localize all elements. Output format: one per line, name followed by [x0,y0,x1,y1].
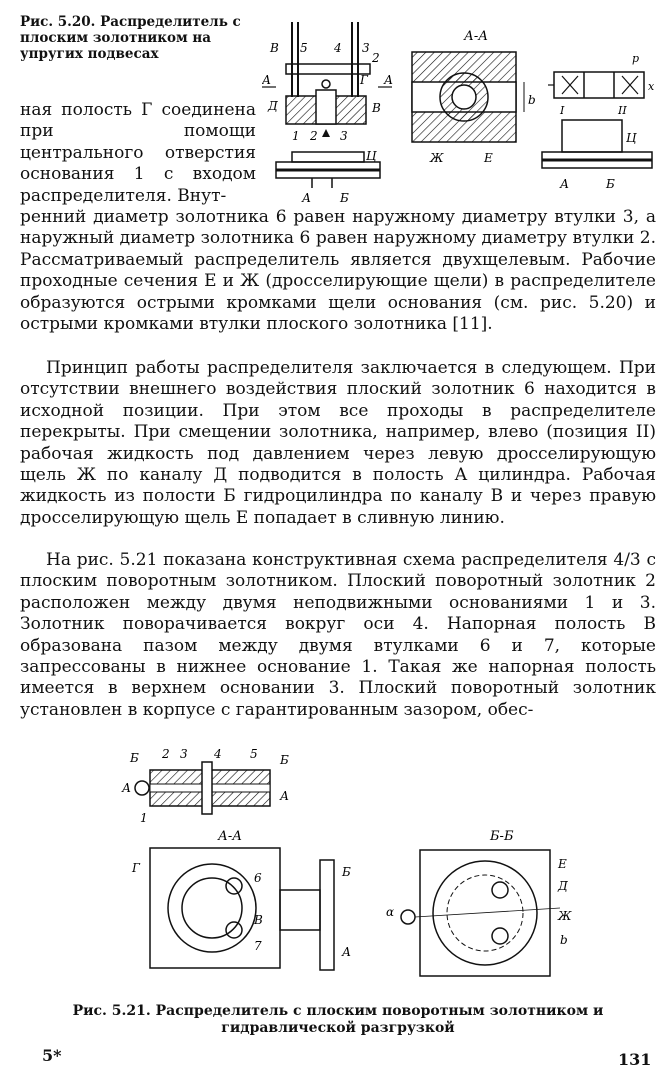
label: Ц [366,149,377,163]
label: А [302,191,312,205]
label: 2 [162,747,170,761]
label: 1 [140,811,148,825]
valve-symbol [542,52,655,191]
figure-5-21-drawing [90,740,650,995]
label: I [560,104,565,117]
label: 4 [214,747,222,761]
label: 3 [362,41,370,55]
caption-text: Распределитель с плоским золотником на упругих подвесах [20,14,241,62]
paragraph-2: Принцип работы распределителя заключается в следующем. При отсутствии внешнего воздействия плоский золотник 6 находится в исходной позиции. При этом все проходы в распределителе перекрыты. При смещении золотника, например, влево (позиция II) рабочая жидкость под давлением через левую дросселирующую щель Ж по каналу Д подводится в полость А цилиндра. Рабочая жидкость из полости Б гидроцилиндра по каналу В и через правую дросселирующую щель Е попадает в сливную линию. [20,358,656,528]
label: В [270,41,279,55]
label: Ж [430,151,444,165]
label: 2 [372,51,380,65]
paragraph-1-start: ная полость Г соединена при помощи центрального отверстия основания 1 с входом распределителя. Внут- [20,100,256,206]
label: А [262,73,272,87]
label: 3 [340,129,348,143]
label: А [280,789,290,803]
label: В [372,101,381,115]
label: Г [132,861,140,875]
caption-label: Рис. 5.20. [20,14,96,30]
label: В [254,913,263,927]
label: А-А [464,29,489,44]
label: 3 [180,747,188,761]
top-section-view [121,747,289,825]
label: b [528,93,536,107]
label: х [648,80,655,93]
label: 7 [254,939,262,953]
label: 1 [292,129,300,143]
label: Г [360,73,368,87]
label: А [384,73,394,87]
label: А [560,177,570,191]
figure-caption-5-20 [20,14,260,62]
label: Б [130,751,139,765]
label: А [122,781,132,795]
label: Б [340,191,349,205]
label: 4 [334,41,342,55]
figure-caption-5-21: Рис. 5.21. Распределитель с плоским поворотным золотником и гидравлической разгрузкой [72,1003,604,1036]
section-view [262,22,393,205]
label: 5 [300,41,308,55]
label: II [618,104,627,117]
section-a-a-view [131,829,351,970]
label: А [342,945,352,959]
label: Д [268,99,278,113]
label: Ж [558,909,572,923]
label: 6 [254,871,262,885]
page-number: 131 [618,1050,652,1069]
figure-5-20-drawing [262,12,662,207]
section-a-a-view [412,29,536,165]
paragraph-1-continued: ренний диаметр золотника 6 равен наружному диаметру втулки 3, а наружный диаметр золотника 6 равен наружному диаметру втулки 2. Рассматриваемый распределитель является двухщелевым. Рабочие проходные сечения Е и Ж (дросселирующие щели) в распределителе образуются острыми кромками щели основания (см. рис. 5.20) и острыми кромками втулки плоского золотника [11]. [20,207,656,335]
label: А-А [218,829,243,844]
label: b [560,933,568,947]
label: p [632,52,640,65]
label: Б [342,865,351,879]
label: 5 [250,747,258,761]
label: Е [558,857,567,871]
paragraph-3: На рис. 5.21 показана конструктивная схема распределителя 4/3 с плоским поворотным золотником. Плоский поворотный золотник 2 расположен между двумя неподвижными основаниями 1 и 3. Золотник поворачивается вокруг оси 4. Напорная полость В образована пазом между двумя втулками 6 и 7, которые запрессованы в нижнее основание 1. Такая же напорная полость имеется в верхнем основании 3. Плоский поворотный золотник установлен в корпусе с гарантированным зазором, обес- [20,550,656,720]
signature-mark: 5* [42,1046,62,1065]
label: Е [484,151,493,165]
label: Ц [626,131,637,145]
label: Д [558,879,568,893]
label: α [386,905,395,919]
section-b-b-view [386,829,572,976]
label: 2 [310,129,318,143]
label: Б [280,753,289,767]
label: Б [606,177,615,191]
label: Б-Б [490,829,514,844]
